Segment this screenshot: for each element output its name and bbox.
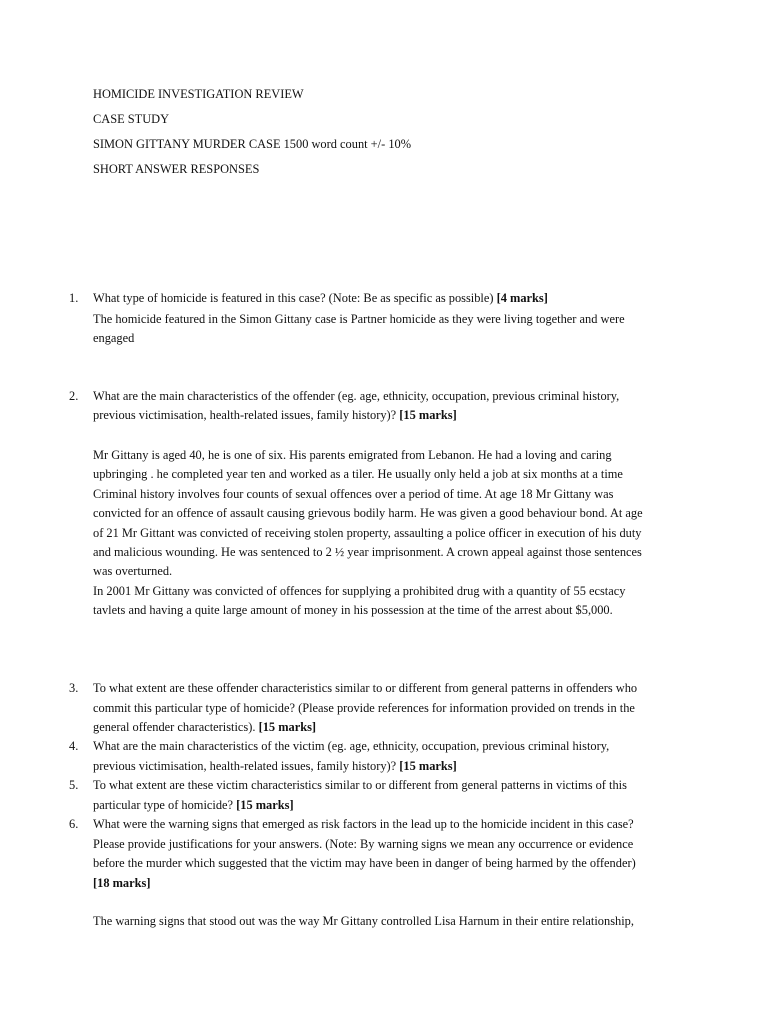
marks-label: [15 marks] bbox=[399, 408, 457, 422]
document-title: HOMICIDE INVESTIGATION REVIEW bbox=[93, 87, 304, 101]
answer-text-line: tavlets and having a quite large amount of money in his possession at the time of the arrest about $5,000. bbox=[93, 603, 613, 617]
question-text-line: particular type of homicide? bbox=[93, 798, 237, 812]
question-number: 4. bbox=[69, 739, 79, 753]
question-text-line: What are the main characteristics of the victim (eg. age, ethnicity, occupation, previous criminal history, bbox=[93, 739, 610, 753]
answer-text-line: Mr Gittany is aged 40, he is one of six. His parents emigrated from Lebanon. He had a loving and caring bbox=[93, 448, 612, 462]
question-text-line: before the murder which suggested that the victim may have been in danger of being harmed by the offender) bbox=[93, 856, 636, 870]
marks-label: [18 marks] bbox=[93, 876, 151, 890]
question-number: 3. bbox=[69, 681, 79, 695]
question-text bbox=[93, 720, 316, 735]
question-text-line: To what extent are these victim characteristics similar to or different from general patterns in victims of this bbox=[93, 778, 627, 792]
case-line: SIMON GITTANY MURDER CASE 1500 word count +/- 10% bbox=[93, 137, 412, 151]
section-heading: SHORT ANSWER RESPONSES bbox=[93, 162, 260, 176]
answer-text-line: was overturned. bbox=[93, 564, 173, 578]
question-text-line: commit this particular type of homicide? (Please provide references for information provided on trends in the bbox=[93, 701, 635, 715]
marks-label: [15 marks] bbox=[236, 798, 294, 812]
question-number: 1. bbox=[69, 291, 79, 305]
marks-label-line bbox=[93, 876, 150, 891]
question-text-line: Please provide justifications for your answers. (Note: By warning signs we mean any occurrence or evidence bbox=[93, 837, 634, 851]
question-text-line: previous victimisation, health-related issues, family history)? bbox=[93, 408, 400, 422]
question-number: 2. bbox=[69, 389, 79, 403]
document-subtitle: CASE STUDY bbox=[93, 112, 170, 126]
question-text bbox=[93, 408, 457, 423]
answer-text-line: convicted for an offence of assault causing grievous bodily harm. He was given a good behaviour bond. At age bbox=[93, 506, 643, 520]
question-text bbox=[93, 759, 457, 774]
question-text bbox=[93, 798, 294, 813]
question-text-line: previous victimisation, health-related issues, family history)? bbox=[93, 759, 400, 773]
answer-text-line: upbringing . he completed year ten and worked as a tiler. He usually only held a job at six months at a time bbox=[93, 467, 623, 481]
question-text bbox=[93, 291, 548, 306]
answer-text-line: and malicious wounding. He was sentenced to 2 ½ year imprisonment. A crown appeal against those sentences bbox=[93, 545, 642, 559]
answer-text-line: of 21 Mr Gittant was convicted of receiving stolen property, assaulting a police officer in execution of his duty bbox=[93, 526, 642, 540]
question-text-line: What type of homicide is featured in this case? (Note: Be as specific as possible) bbox=[93, 291, 497, 305]
answer-text-line: Criminal history involves four counts of sexual offences over a period of time. At age 18 Mr Gittany was bbox=[93, 487, 614, 501]
answer-text-line: In 2001 Mr Gittany was convicted of offences for supplying a prohibited drug with a quantity of 55 ecstacy bbox=[93, 584, 626, 598]
question-text-line: What are the main characteristics of the offender (eg. age, ethnicity, occupation, previous criminal history, bbox=[93, 389, 620, 403]
question-number: 6. bbox=[69, 817, 79, 831]
answer-text-line: The warning signs that stood out was the way Mr Gittany controlled Lisa Harnum in their entire relationship, bbox=[93, 914, 634, 928]
question-text-line: What were the warning signs that emerged as risk factors in the lead up to the homicide incident in this case? bbox=[93, 817, 634, 831]
answer-text-line: engaged bbox=[93, 331, 135, 345]
question-text-line: To what extent are these offender characteristics similar to or different from general patterns in offenders who bbox=[93, 681, 638, 695]
answer-text-line: The homicide featured in the Simon Gittany case is Partner homicide as they were living together and were bbox=[93, 312, 625, 326]
marks-label: [15 marks] bbox=[258, 720, 317, 734]
marks-label: [4 marks] bbox=[496, 291, 548, 305]
question-number: 5. bbox=[69, 778, 79, 792]
question-text-line: general offender characteristics). bbox=[93, 720, 259, 734]
marks-label: [15 marks] bbox=[399, 759, 457, 773]
